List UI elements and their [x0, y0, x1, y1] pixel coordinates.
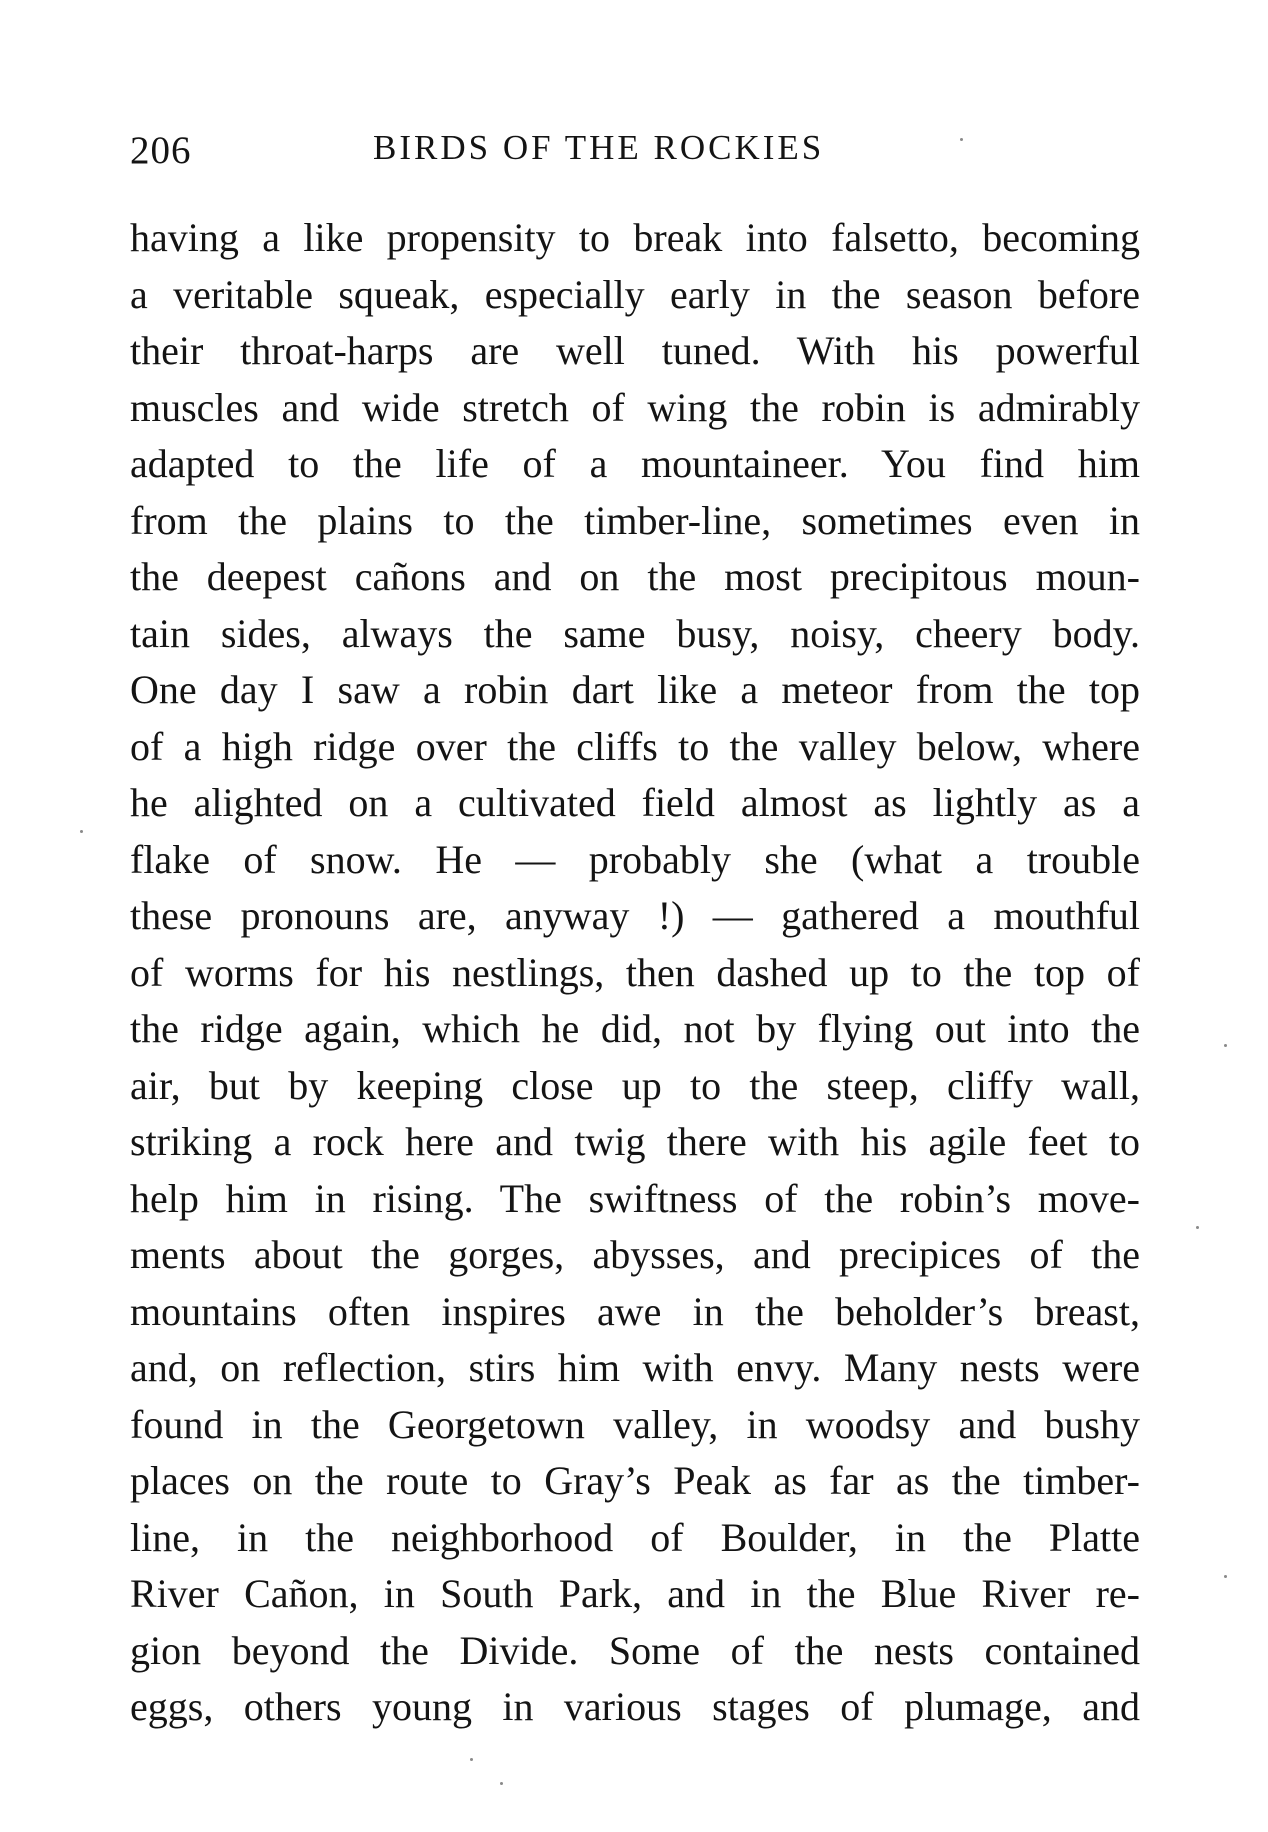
text-line: flake of snow. He — probably she (what a trouble — [130, 836, 1140, 882]
text-line: gion beyond the Divide. Some of the nests contained — [130, 1627, 1140, 1673]
page-number: 206 — [130, 129, 192, 172]
text-line: the deepest cañons and on the most precipitous moun- — [130, 554, 1140, 599]
text-line: eggs, others young in various stages of plumage, and — [130, 1684, 1140, 1729]
text-line: River Cañon, in South Park, and in the Blue River re- — [130, 1571, 1140, 1616]
text-line: a veritable squeak, especially early in the season before — [130, 271, 1140, 317]
text-line: mountains often inspires awe in the beholder’s breast, — [130, 1288, 1140, 1334]
paper-speck — [1224, 1044, 1227, 1047]
paper-speck — [80, 830, 83, 833]
text-line: from the plains to the timber-line, sometimes even in — [130, 497, 1140, 543]
body-text — [130, 210, 1140, 1736]
text-line: he alighted on a cultivated field almost as lightly as a — [130, 780, 1140, 825]
text-line: these pronouns are, anyway !) — gathered a mouthful — [130, 893, 1140, 938]
text-line: One day I saw a robin dart like a meteor from the top — [130, 667, 1140, 712]
text-line: muscles and wide stretch of wing the robin is admirably — [130, 384, 1140, 430]
page-header — [130, 128, 1140, 188]
paper-speck — [1196, 1226, 1199, 1229]
paper-speck — [1224, 1575, 1227, 1578]
text-line: ments about the gorges, abysses, and precipices of the — [130, 1232, 1140, 1277]
text-line: found in the Georgetown valley, in woodsy and bushy — [130, 1401, 1140, 1447]
text-line: tain sides, always the same busy, noisy, cheery body. — [130, 610, 1140, 656]
text-line: having a like propensity to break into falsetto, becoming — [130, 215, 1140, 260]
running-title: BIRDS OF THE ROCKIES — [373, 128, 825, 167]
text-line: the ridge again, which he did, not by flying out into the — [130, 1006, 1140, 1051]
paper-speck — [960, 138, 963, 141]
text-line: of a high ridge over the cliffs to the valley below, where — [130, 723, 1140, 769]
text-line: adapted to the life of a mountaineer. You find him — [130, 441, 1140, 486]
text-line: places on the route to Gray’s Peak as far as the timber- — [130, 1458, 1140, 1503]
text-line: and, on reflection, stirs him with envy. Many nests were — [130, 1345, 1140, 1390]
paper-speck — [470, 1758, 473, 1761]
text-line: their throat-harps are well tuned. With his powerful — [130, 328, 1140, 373]
text-line: help him in rising. The swiftness of the robin’s move- — [130, 1175, 1140, 1221]
text-line: line, in the neighborhood of Boulder, in the Platte — [130, 1514, 1140, 1560]
paper-speck — [500, 1782, 503, 1785]
text-line: of worms for his nestlings, then dashed up to the top of — [130, 949, 1140, 995]
text-line: striking a rock here and twig there with his agile feet to — [130, 1119, 1140, 1164]
text-line: air, but by keeping close up to the steep, cliffy wall, — [130, 1062, 1140, 1108]
